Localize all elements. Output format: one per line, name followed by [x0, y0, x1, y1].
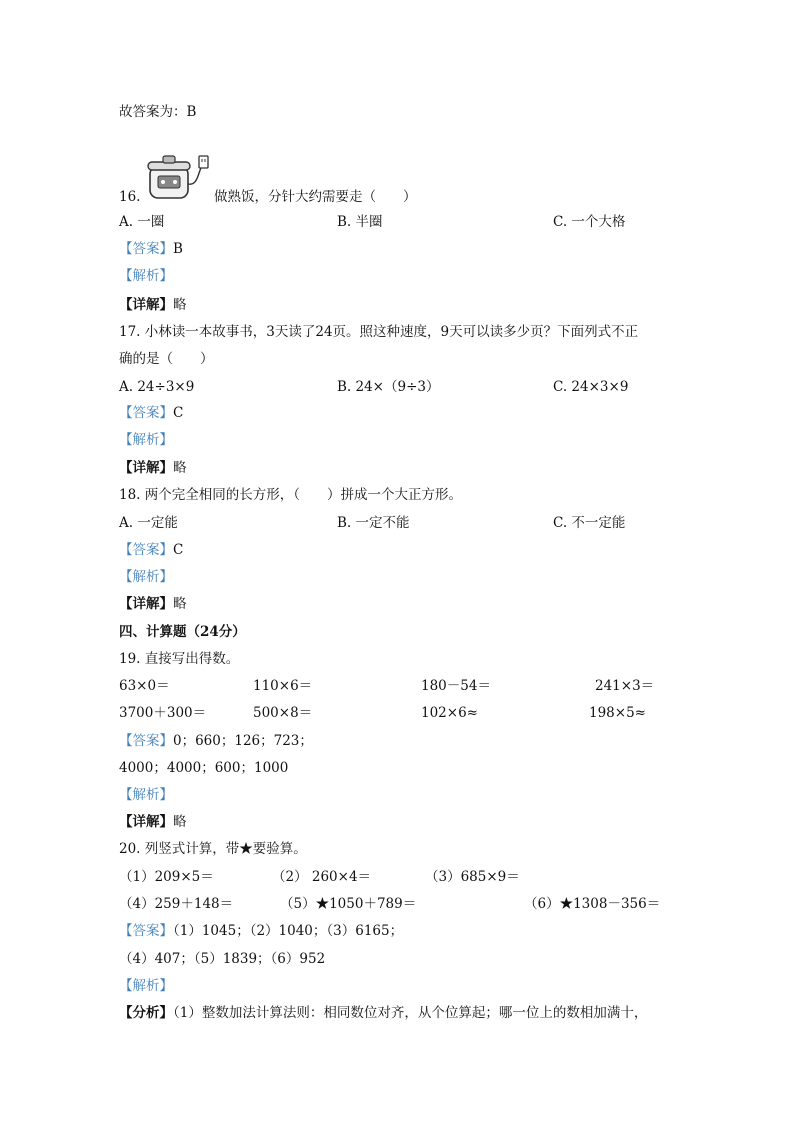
q18-option-a: A. 一定能 [119, 515, 178, 531]
q20-fenxi [119, 1004, 647, 1022]
q19-analysis-tag: 【解析】 [119, 787, 173, 803]
q17-stem-line2: 确的是（ ） [119, 351, 214, 367]
q18-option-b: B. 一定不能 [337, 515, 410, 531]
q19-detail [119, 813, 187, 831]
q17-analysis-tag: 【解析】 [119, 432, 173, 448]
q17-option-a: A. 24÷3×9 [119, 379, 195, 395]
answer-tag: 【答案】 [119, 241, 173, 257]
q17-answer [119, 404, 183, 422]
q18-answer [119, 541, 183, 559]
q17-option-b: B. 24×（9÷3） [337, 379, 440, 395]
q18-detail [119, 595, 187, 613]
q20-item: （4）259＋148＝ [119, 896, 234, 912]
q18-stem: 18. 两个完全相同的长方形，（ ）拼成一个大正方形。 [119, 487, 463, 503]
q16-option-a: A. 一圈 [119, 214, 165, 230]
answer-value: （1）1045；（2）1040；（3）6165； [173, 923, 404, 939]
q20-item: （5）★1050＋789＝ [280, 896, 417, 912]
q19-item: 110×6＝ [253, 678, 313, 694]
section-title: 四、计算题（24分） [119, 624, 246, 640]
q18-option-c: C. 不一定能 [553, 515, 626, 531]
q17-option-c: C. 24×3×9 [553, 379, 629, 395]
q20-item: （2） 260×4＝ [272, 869, 372, 885]
q16-answer [119, 240, 183, 258]
q16-option-b: B. 半圈 [337, 214, 383, 230]
detail-value: 略 [173, 814, 187, 830]
q17-detail [119, 459, 187, 477]
answer-value: C [173, 405, 184, 421]
q19-answer-line2: 4000；4000；600；1000 [119, 760, 289, 776]
q20-answer-line2: （4）407；（5）1839；（6）952 [119, 951, 326, 967]
q19-answer [119, 732, 313, 750]
q16-analysis-tag: 【解析】 [119, 268, 173, 284]
q20-item: （6）★1308－356＝ [524, 896, 661, 912]
q19-item: 241×3＝ [595, 678, 655, 694]
detail-tag: 【详解】 [119, 460, 173, 476]
q16-stem: 做熟饭，分针大约需要走（ ） [214, 189, 417, 205]
q19-item: 500×8＝ [253, 705, 313, 721]
q16-option-c: C. 一个大格 [553, 214, 626, 230]
q19-item: 102×6≈ [421, 705, 478, 721]
q16-number: 16. [119, 189, 141, 205]
q20-item: （3）685×9＝ [425, 869, 520, 885]
q20-stem: 20. 列竖式计算，带★要验算。 [119, 841, 307, 857]
q20-item: （1）209×5＝ [119, 869, 214, 885]
fenxi-tag: 【分析】 [119, 1005, 173, 1021]
answer-value: B [173, 241, 183, 257]
q19-stem: 19. 直接写出得数。 [119, 651, 240, 667]
detail-tag: 【详解】 [119, 297, 173, 313]
q18-analysis-tag: 【解析】 [119, 569, 173, 585]
answer-value: C [173, 542, 184, 558]
detail-tag: 【详解】 [119, 596, 173, 612]
q19-item: 198×5≈ [589, 705, 646, 721]
detail-value: 略 [173, 297, 187, 313]
previous-answer: 故答案为：B [119, 104, 197, 120]
answer-value: 0；660；126；723； [173, 733, 313, 749]
q20-answer [119, 922, 403, 940]
q19-item: 3700＋300＝ [119, 705, 207, 721]
detail-tag: 【详解】 [119, 814, 173, 830]
answer-tag: 【答案】 [119, 733, 173, 749]
rice-cooker-image [146, 152, 212, 202]
answer-tag: 【答案】 [119, 923, 173, 939]
detail-value: 略 [173, 596, 187, 612]
q17-stem-line1: 17. 小林读一本故事书，3天读了24页。照这种速度，9天可以读多少页？下面列式不正 [119, 324, 639, 340]
answer-tag: 【答案】 [119, 405, 173, 421]
q16-detail [119, 296, 187, 314]
detail-value: 略 [173, 460, 187, 476]
answer-tag: 【答案】 [119, 542, 173, 558]
q20-analysis-tag: 【解析】 [119, 978, 173, 994]
q19-item: 63×0＝ [119, 678, 170, 694]
q19-item: 180－54＝ [421, 678, 491, 694]
fenxi-text: （1）整数加法计算法则：相同数位对齐，从个位算起；哪一位上的数相加满十， [173, 1005, 648, 1021]
